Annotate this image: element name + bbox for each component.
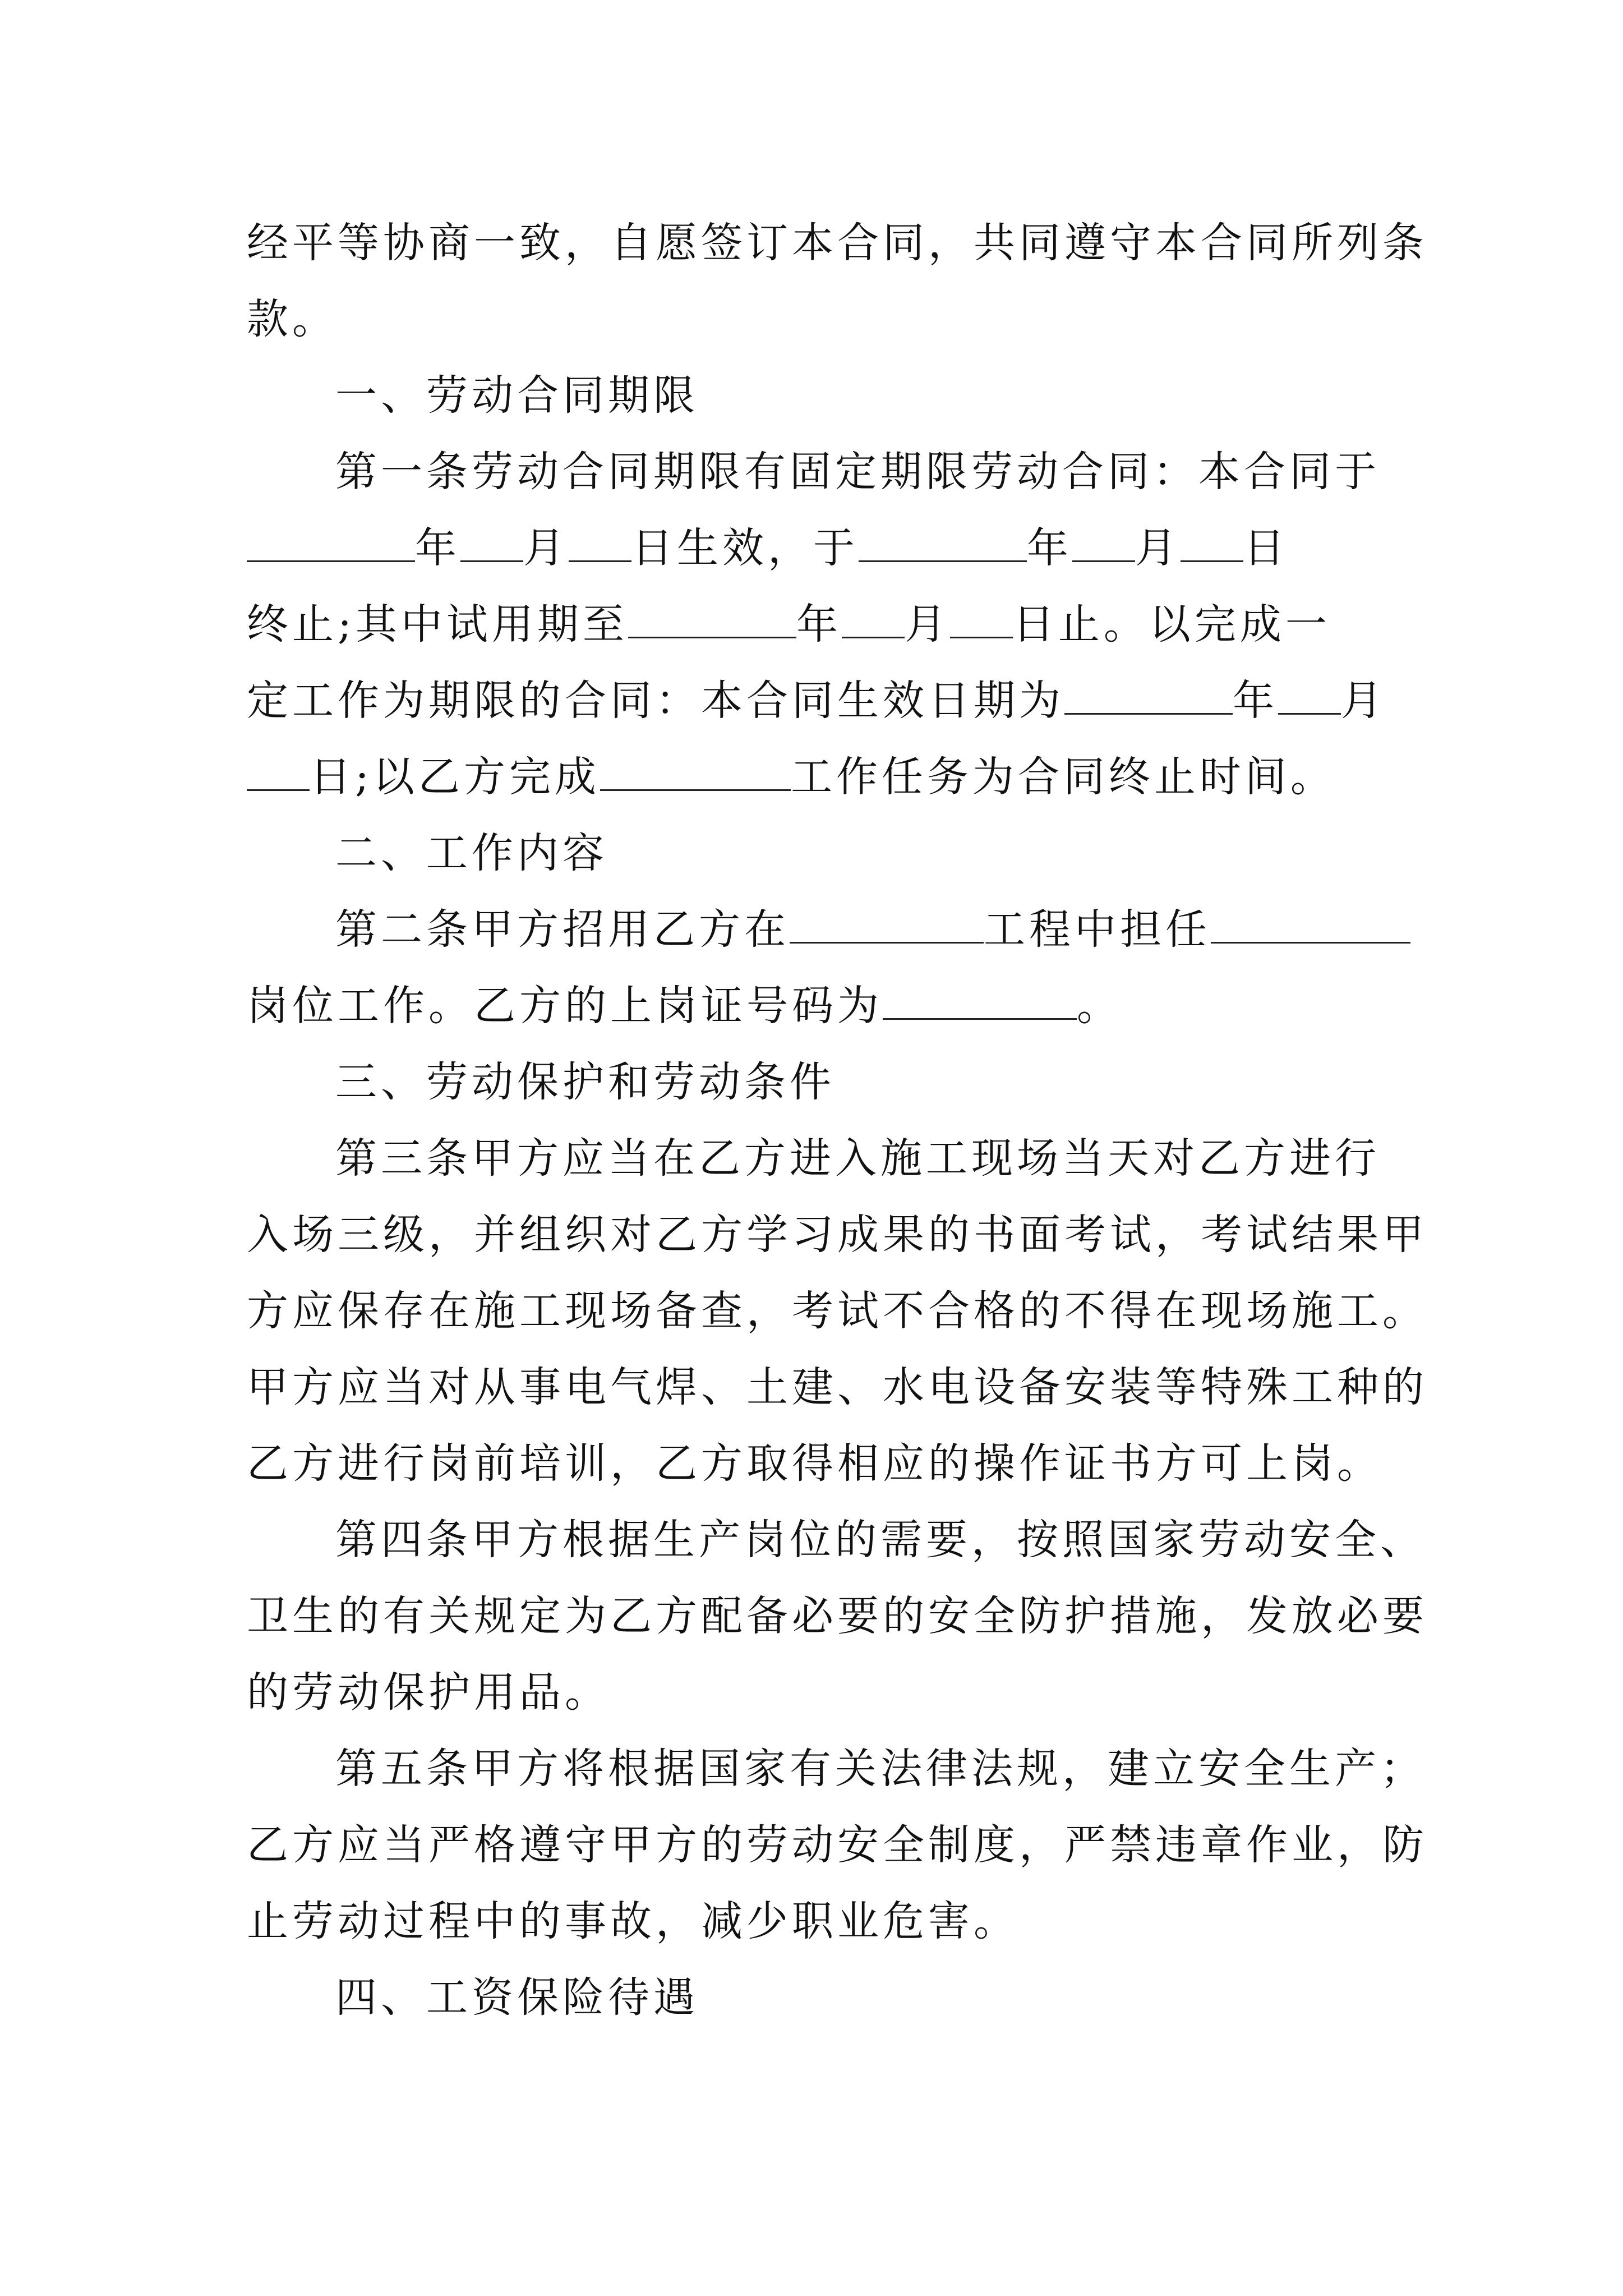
blank-field — [1278, 678, 1341, 715]
article-3-line: 第三条甲方应当在乙方进入施工现场当天对乙方进行 — [335, 1134, 1380, 1182]
blank-field — [600, 754, 791, 791]
paragraph-line: 款。 — [247, 295, 338, 343]
paragraph-line: 经平等协商一致，自愿签订本合同，共同遵守本合同所列条 — [247, 219, 1428, 267]
blank-field — [790, 907, 984, 944]
blank-field — [950, 602, 1013, 638]
blank-field — [859, 526, 1027, 562]
article-1-line: 定工作为期限的合同：本合同生效日期为 年 月 — [247, 677, 1386, 725]
article-1-line: 年 月 日生效，于 年 月 日 — [247, 510, 1385, 586]
section-heading-protection: 三、劳动保护和劳动条件 — [335, 1058, 835, 1106]
article-1-line: 第一条劳动合同期限有固定期限劳动合同：本合同于 — [335, 448, 1380, 496]
contract-body — [247, 205, 1428, 2036]
article-5-line: 第五条甲方将根据国家有关法律法规，建立安全生产； — [335, 1745, 1426, 1793]
article-3-line: 甲方应当对从事电气焊、土建、水电设备安装等特殊工种的 — [247, 1363, 1428, 1411]
blank-field — [247, 526, 415, 562]
blank-field — [842, 602, 905, 638]
blank-field — [883, 983, 1077, 1020]
article-4-line: 第四条甲方根据生产岗位的需要，按照国家劳动安全、 — [335, 1516, 1426, 1564]
article-1-line: 终止;其中试用期至 年 月 日止。以完成一 — [247, 600, 1331, 648]
article-1-line: 日;以乙方完成 工作任务为合同终止时间。 — [247, 739, 1385, 815]
blank-field — [1181, 526, 1243, 562]
blank-field — [569, 526, 631, 562]
article-2-line: 第二条甲方招用乙方在 工程中担任 — [247, 891, 1385, 968]
blank-field — [460, 526, 523, 562]
article-5-line: 止劳动过程中的事故，减少职业危害。 — [247, 1897, 1019, 1945]
section-heading-term: 一、劳动合同期限 — [335, 371, 699, 420]
article-3-line: 方应保存在施工现场备查，考试不合格的不得在现场施工。 — [247, 1287, 1428, 1335]
blank-field — [1072, 526, 1135, 562]
blank-field — [1211, 907, 1410, 944]
article-2-line: 岗位工作。乙方的上岗证号码为 。 — [247, 982, 1122, 1030]
article-5-line: 乙方应当严格遵守甲方的劳动安全制度，严禁违章作业，防 — [247, 1821, 1428, 1869]
blank-field — [628, 602, 796, 638]
article-3-line: 乙方进行岗前培训，乙方取得相应的操作证书方可上岗。 — [247, 1439, 1382, 1488]
article-4-line: 的劳动保护用品。 — [247, 1668, 610, 1717]
article-3-line: 入场三级，并组织对乙方学习成果的书面考试，考试结果甲 — [247, 1211, 1428, 1259]
blank-field — [1064, 678, 1233, 715]
section-heading-wages: 四、工资保险待遇 — [335, 1973, 699, 2022]
article-4-line: 卫生的有关规定为乙方配备必要的安全防护措施，发放必要 — [247, 1592, 1428, 1640]
section-heading-work: 二、工作内容 — [335, 829, 608, 877]
blank-field — [247, 754, 310, 791]
